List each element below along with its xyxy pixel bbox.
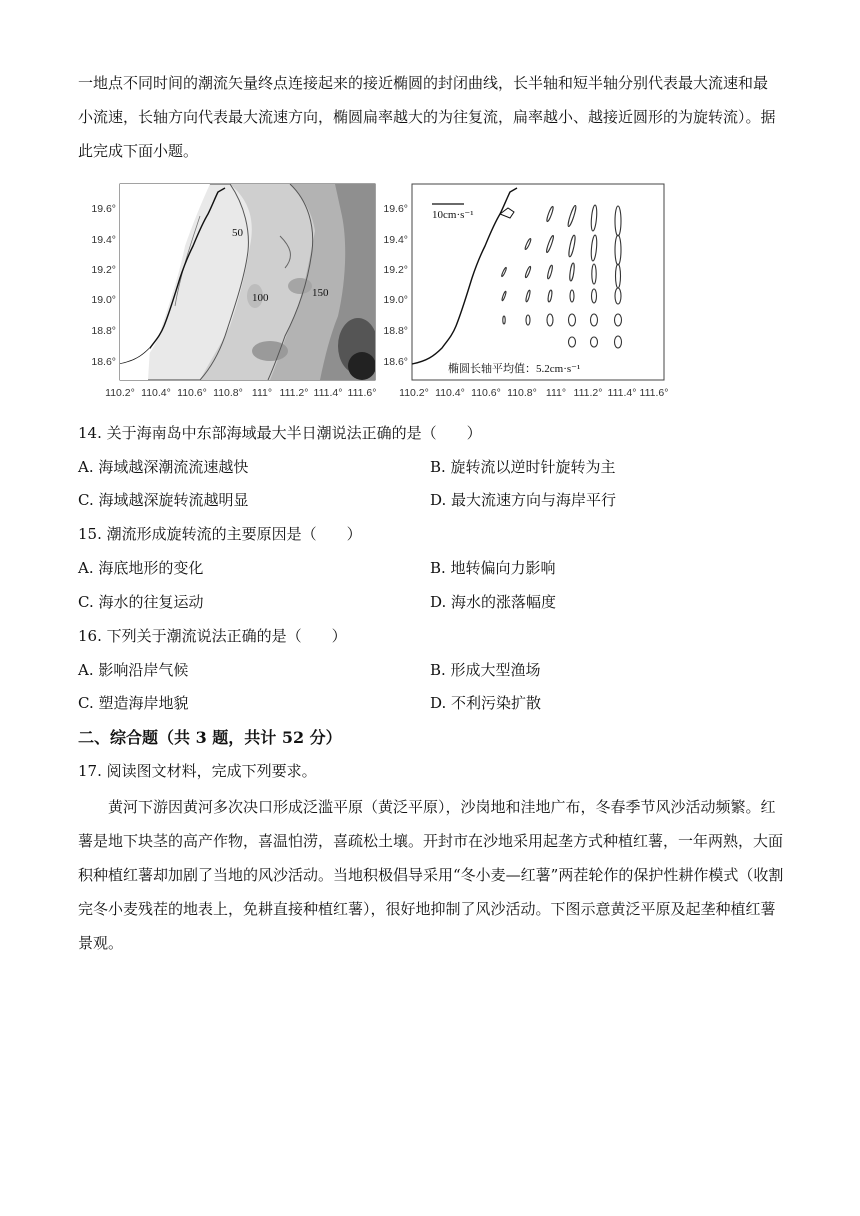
x-tick-label: 110.2°	[105, 387, 135, 399]
x-tick-label: 110.6°	[177, 387, 207, 399]
x-tick-label: 111°	[545, 387, 567, 399]
x-tick-label: 111.6°	[639, 387, 669, 399]
x-tick-label: 111.6°	[347, 387, 377, 399]
question-14-option-b: B. 旋转流以逆时针旋转为主	[430, 458, 616, 476]
question-15-stem: 15. 潮流形成旋转流的主要原因是（ ）	[78, 525, 362, 543]
ellipse-caption: 椭圆长轴平均值：5.2cm·s⁻¹	[448, 363, 581, 375]
question-14-option-a: A. 海域越深潮流流速越快	[78, 458, 249, 476]
question-14-option-c: C. 海域越深旋转流越明显	[78, 491, 249, 509]
y-tick-label: 19.0°	[383, 294, 408, 306]
intro-line-3: 此完成下面小题。	[78, 142, 199, 160]
x-tick-label: 110.8°	[507, 387, 537, 399]
section-2-title: 二、综合题（共 3 题，共计 52 分）	[78, 728, 342, 747]
x-tick-label: 111.2°	[279, 387, 309, 399]
y-tick-label: 18.8°	[91, 325, 116, 337]
x-tick-label: 111.4°	[607, 387, 637, 399]
contour-label-150: 150	[312, 287, 329, 299]
intro-line-2: 小流速，长轴方向代表最大流速方向，椭圆扁率越大的为往复流，扁率越小、越接近圆形的为旋转流）。据	[78, 108, 776, 126]
x-tick-label: 110.6°	[471, 387, 501, 399]
intro-line-1: 一地点不同时间的潮流矢量终点连接起来的接近椭圆的封闭曲线，长半轴和短半轴分别代表最大流速和最	[78, 74, 769, 92]
y-tick-label: 19.4°	[383, 234, 408, 246]
question-16-stem: 16. 下列关于潮流说法正确的是（ ）	[78, 627, 347, 645]
question-16-option-a: A. 影响沿岸气候	[78, 661, 189, 679]
y-tick-label: 19.6°	[91, 203, 116, 215]
question-16-option-b: B. 形成大型渔场	[430, 661, 541, 679]
y-tick-label: 19.2°	[91, 264, 116, 276]
y-tick-label: 19.0°	[91, 294, 116, 306]
question-16-option-d: D. 不利污染扩散	[430, 694, 542, 712]
intro-paragraph	[78, 66, 784, 168]
question-17-material: 黄河下游因黄河多次决口形成泛滥平原（黄泛平原），沙岗地和洼地广布，冬春季节风沙活动频繁。红薯是地下块茎的高产作物，喜温怕涝，喜疏松土壤。开封市在沙地采用起垄方式种植红薯，一年两熟，大面积种植红薯却加剧了当地的风沙活动。当地积极倡导采用“冬小麦—红薯”两茬轮作的保护性耕作模式（收割完冬小麦残茬的地表上，免耕直接种植红薯），很好地抑制了风沙活动。下图示意黄泛平原及起垄种植红薯景观。	[78, 798, 784, 952]
question-15-option-a: A. 海底地形的变化	[78, 559, 204, 577]
contour-label-50: 50	[232, 227, 243, 239]
x-tick-label: 111°	[251, 387, 273, 399]
y-tick-label: 18.6°	[383, 356, 408, 368]
tidal-ellipse-map-svg	[382, 176, 672, 402]
x-tick-label: 110.4°	[141, 387, 171, 399]
question-16-option-c: C. 塑造海岸地貌	[78, 694, 189, 712]
x-tick-label: 110.8°	[213, 387, 243, 399]
x-tick-label: 111.2°	[573, 387, 603, 399]
x-tick-label: 110.2°	[399, 387, 429, 399]
depth-contour-map-svg	[80, 176, 380, 402]
y-tick-label: 19.6°	[383, 203, 408, 215]
question-15-option-c: C. 海水的往复运动	[78, 593, 204, 611]
y-tick-label: 19.4°	[91, 234, 116, 246]
question-15-option-b: B. 地转偏向力影响	[430, 559, 556, 577]
x-tick-label: 110.4°	[435, 387, 465, 399]
y-tick-label: 18.8°	[383, 325, 408, 337]
contour-label-100: 100	[252, 292, 269, 304]
y-tick-label: 19.2°	[383, 264, 408, 276]
question-15-option-d: D. 海水的涨落幅度	[430, 593, 557, 611]
question-14-stem: 14. 关于海南岛中东部海域最大半日潮说法正确的是（ ）	[78, 424, 482, 442]
question-14-option-d: D. 最大流速方向与海岸平行	[430, 491, 617, 509]
question-17-stem: 17. 阅读图文材料，完成下列要求。	[78, 762, 317, 780]
depth-contour-map	[80, 176, 380, 402]
scale-label: 10cm·s⁻¹	[432, 209, 474, 221]
y-tick-label: 18.6°	[91, 356, 116, 368]
x-tick-label: 111.4°	[313, 387, 343, 399]
tidal-ellipse-map	[382, 176, 672, 402]
